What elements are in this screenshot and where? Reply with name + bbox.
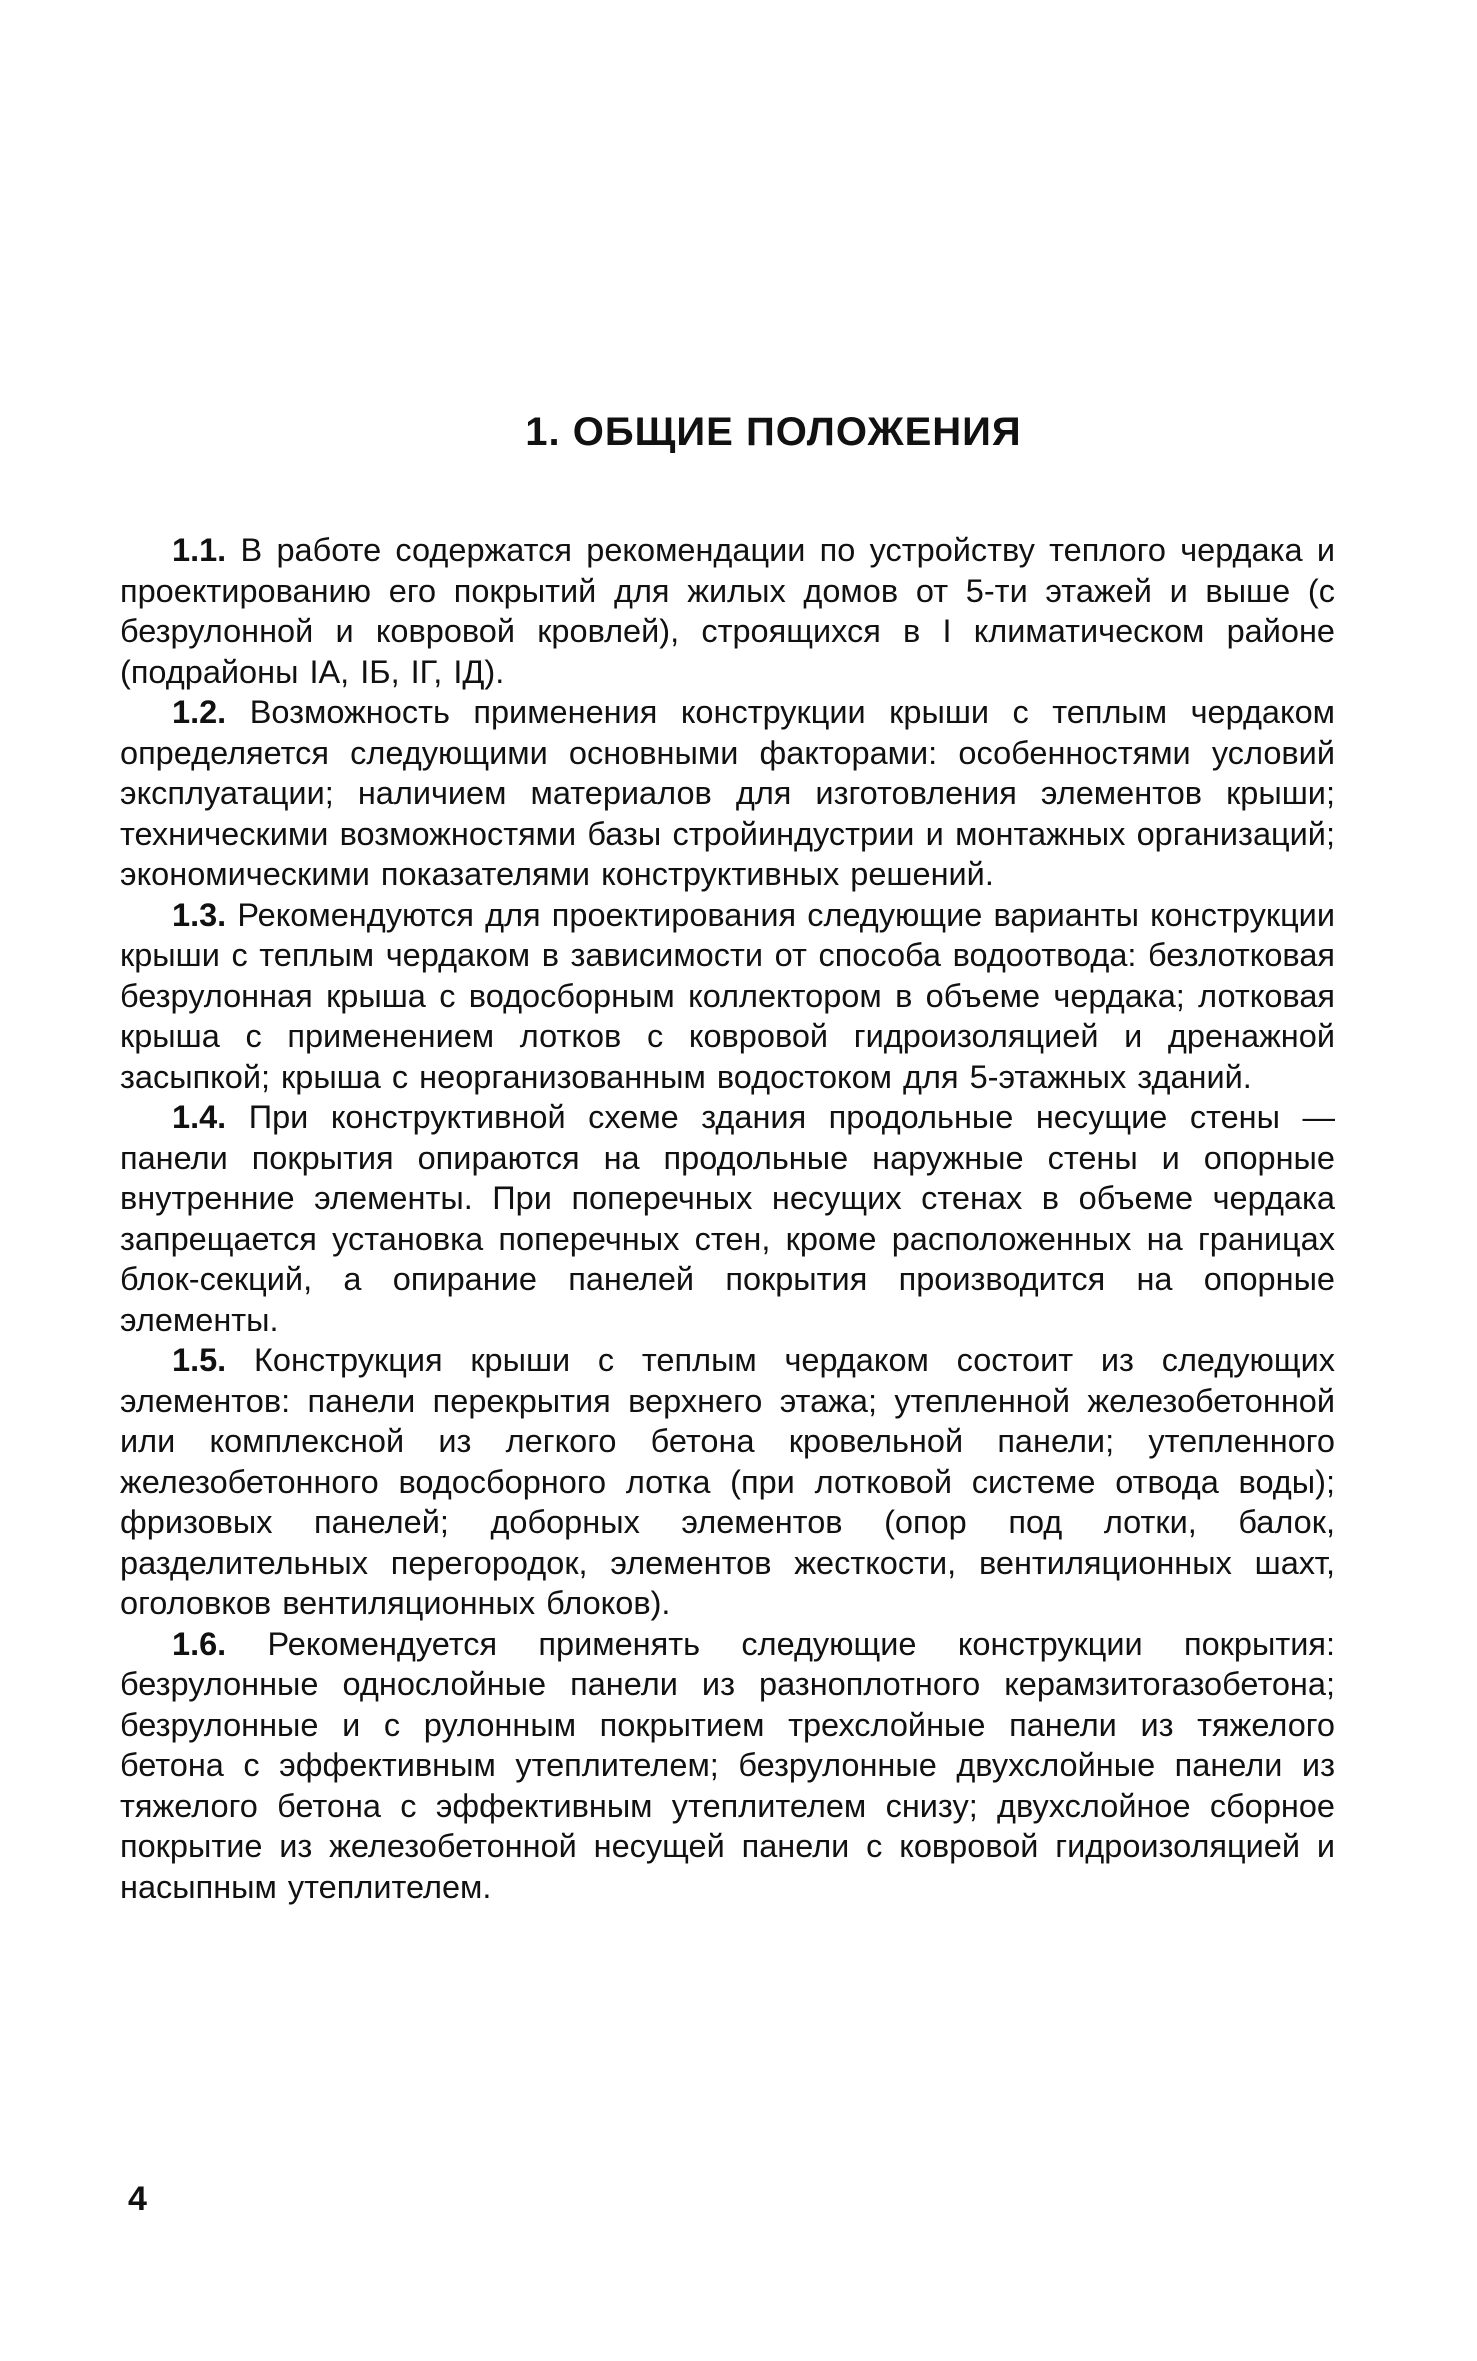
paragraph-1-5 xyxy=(120,1340,1335,1624)
paragraph-text: При конструктивной схеме здания продольные несущие стены — панели покрытия опираются на продольные наружные стены и опорные внутренние элементы. При поперечных несущих стенах в объеме чердака запрещается установка поперечных стен, кроме расположенных на границах блок-секций, а опирание панелей покрытия производится на опорные элементы. xyxy=(120,1099,1335,1338)
paragraph-1-2 xyxy=(120,692,1335,895)
paragraph-1-4 xyxy=(120,1097,1335,1340)
paragraph-text: В работе содержатся рекомендации по устройству теплого чердака и проектированию его покрытий для жилых домов от 5-ти этажей и выше (с безрулонной и ковровой кровлей), строящихся в I климатическом районе (подрайоны IА, IБ, IГ, IД). xyxy=(120,532,1336,690)
paragraph-1-1 xyxy=(120,530,1335,692)
paragraph-number: 1.5. xyxy=(172,1342,227,1378)
paragraph-text: Конструкция крыши с теплым чердаком состоит из следующих элементов: панели перекрытия верхнего этажа; утепленной железобетонной или комплексной из легкого бетона кровельной панели; утепленного железобетонного водосборного лотка (при лотковой системе отвода воды); фризовых панелей; доборных элементов (опор под лотки, балок, разделительных перегородок, элементов жесткости, вентиляционных шахт, оголовков вентиляционных блоков). xyxy=(120,1342,1335,1621)
paragraph-text: Возможность применения конструкции крыши с теплым чердаком определяется следующими основными факторами: особенностями условий эксплуатации; наличием материалов для изготовления элементов крыши; техническими возможностями базы стройиндустрии и монтажных организаций; экономическими показателями конструктивных решений. xyxy=(120,694,1335,892)
paragraph-number: 1.4. xyxy=(172,1099,227,1135)
section-heading: 1. ОБЩИЕ ПОЛОЖЕНИЯ xyxy=(525,410,1022,454)
paragraph-1-3 xyxy=(120,895,1335,1098)
paragraph-text: Рекомендуются для проектирования следующие варианты конструкции крыши с теплым чердаком в зависимости от способа водоотвода: безлотковая безрулонная крыша с водосборным коллектором в объеме чердака; лотковая крыша с применением лотков с ковровой гидроизоляцией и дренажной засыпкой; крыша с неорганизованным водостоком для 5-этажных зданий. xyxy=(120,896,1335,1095)
paragraph-number: 1.6. xyxy=(172,1625,227,1662)
paragraph-1-6 xyxy=(120,1624,1335,1908)
body-text xyxy=(120,530,1335,1907)
paragraph-number: 1.1. xyxy=(172,532,227,568)
paragraph-text: Рекомендуется применять следующие конструкции покрытия: безрулонные однослойные панели из разноплотного керамзитогазобетона; безрулонные и с рулонным покрытием трехслойные панели из тяжелого бетона с эффективным утеплителем; безрулонные двухслойные панели из тяжелого бетона с эффективным утеплителем снизу; двухслойное сборное покрытие из железобетонной несущей панели с ковровой гидроизоляцией и насыпным утеплителем. xyxy=(120,1625,1335,1905)
paragraph-number: 1.3. xyxy=(172,896,227,933)
paragraph-number: 1.2. xyxy=(172,694,227,730)
page-number: 4 xyxy=(128,2180,147,2218)
